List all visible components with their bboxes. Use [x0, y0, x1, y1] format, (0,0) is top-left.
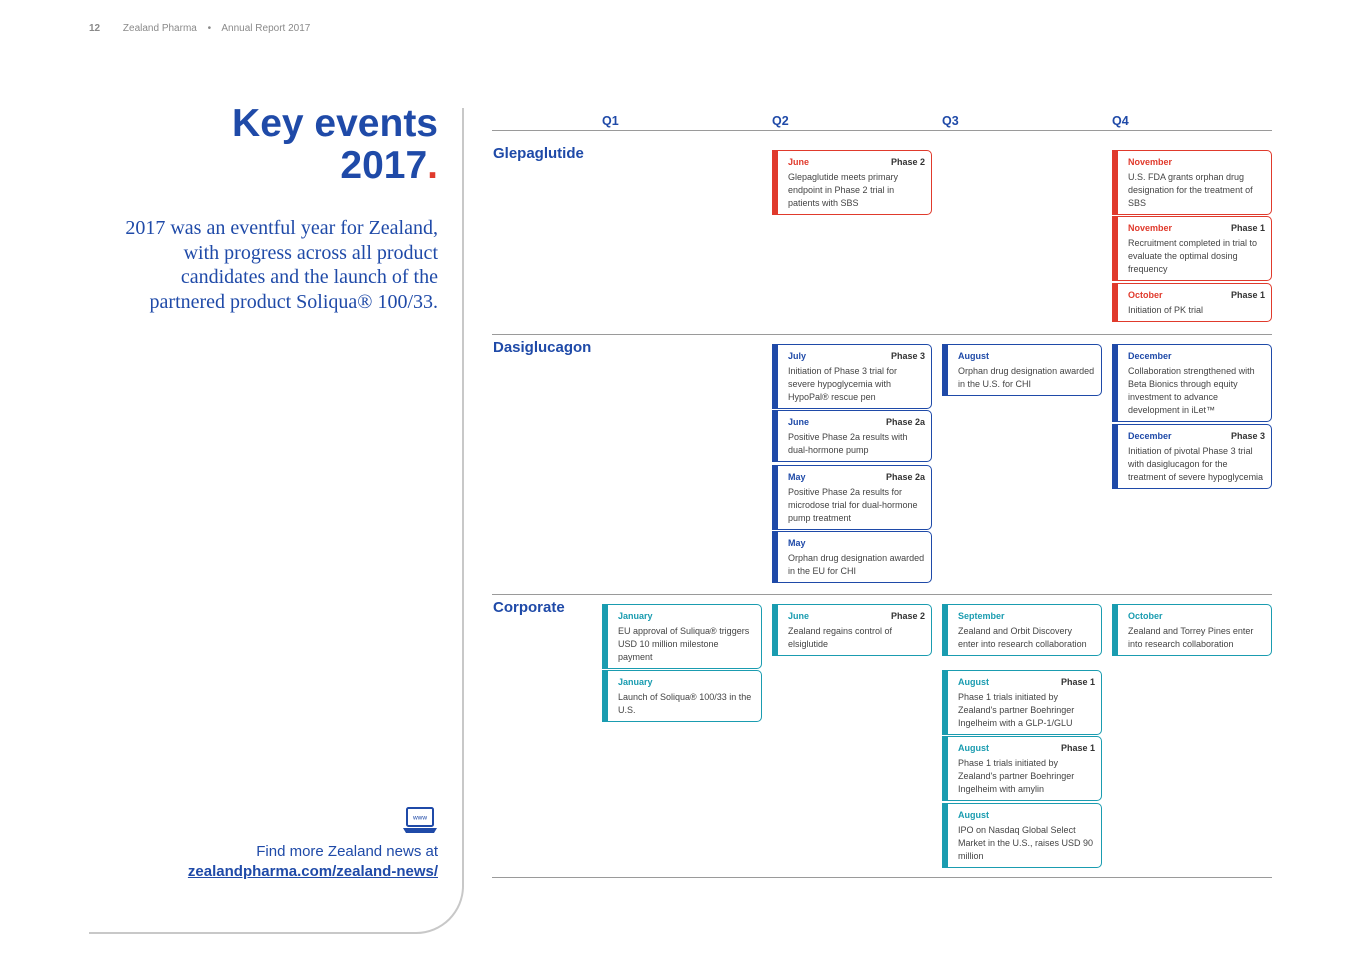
event-description: IPO on Nasdaq Global Select Market in the U.S., raises USD 90 million [958, 825, 1094, 861]
company-name: Zealand Pharma [122, 23, 197, 34]
event-description: Launch of Soliqua® 100/33 in the U.S. [618, 692, 752, 715]
event-month: May [788, 472, 806, 482]
event-description: Phase 1 trials initiated by Zealand's partner Boehringer Ingelheim with amylin [958, 758, 1075, 794]
page-number: 12 [89, 23, 101, 34]
event-description: Zealand and Orbit Discovery enter into research collaboration [958, 626, 1087, 649]
event-description: Orphan drug designation awarded in the EU for CHI [788, 553, 925, 576]
section-divider [492, 334, 1272, 335]
event-month: January [618, 677, 653, 687]
event-month: November [1128, 157, 1173, 167]
quarter-header-q1: Q1 [602, 114, 619, 128]
event-phase: Phase 2 [890, 157, 925, 167]
event-phase: Phase 1 [1230, 223, 1265, 233]
event-card [772, 344, 932, 409]
section-divider [492, 594, 1272, 595]
title-line-2: 2017. [340, 144, 438, 187]
event-card [772, 465, 932, 530]
event-phase: Phase 1 [1060, 677, 1095, 687]
event-description: U.S. FDA grants orphan drug designation for the treatment of SBS [1128, 172, 1253, 208]
event-description: Initiation of Phase 3 trial for severe hypoglycemia with HypoPal® rescue pen [788, 366, 898, 402]
section-title-glepaglutide: Glepaglutide [493, 145, 584, 162]
event-description: EU approval of Suliqua® triggers USD 10 million milestone payment [618, 626, 750, 662]
event-description: Positive Phase 2a results for microdose trial for dual-hormone pump treatment [788, 487, 918, 523]
event-month: August [958, 810, 989, 820]
event-month: December [1128, 431, 1172, 441]
find-more-text: Find more Zealand news at [256, 843, 438, 860]
event-phase: Phase 2a [885, 417, 925, 427]
event-card [942, 736, 1102, 801]
event-card [942, 670, 1102, 735]
event-card [1112, 283, 1272, 322]
event-card [1112, 424, 1272, 489]
event-card [1112, 216, 1272, 281]
event-month: December [1128, 351, 1172, 361]
event-description: Positive Phase 2a results with dual-hormone pump [788, 432, 908, 455]
event-card [772, 604, 932, 656]
title-line-1: Key events [232, 102, 438, 145]
event-phase: Phase 2 [890, 611, 925, 621]
event-month: September [958, 611, 1005, 621]
www-icon-text: www [412, 814, 428, 822]
event-description: Glepaglutide meets primary endpoint in Phase 2 trial in patients with SBS [788, 172, 899, 208]
event-card [942, 344, 1102, 396]
section-divider [492, 130, 1272, 131]
page-header [89, 23, 310, 34]
event-month: July [788, 351, 807, 361]
event-month: November [1128, 223, 1173, 233]
event-month: October [1128, 611, 1163, 621]
event-month: August [958, 677, 989, 687]
event-description: Phase 1 trials initiated by Zealand's partner Boehringer Ingelheim with a GLP-1/GLU [958, 692, 1075, 728]
event-month: January [618, 611, 653, 621]
section-title-corporate: Corporate [493, 599, 565, 616]
event-description: Zealand and Torrey Pines enter into research collaboration [1128, 626, 1254, 649]
event-description: Recruitment completed in trial to evaluate the optimal dosing frequency [1128, 238, 1258, 274]
event-card [602, 670, 762, 722]
quarter-header-q2: Q2 [772, 114, 789, 128]
event-phase: Phase 2a [885, 472, 925, 482]
event-month: June [788, 417, 810, 427]
news-link[interactable]: zealandpharma.com/zealand-news/ [187, 863, 438, 880]
event-month: May [788, 538, 806, 548]
event-description: Orphan drug designation awarded in the U.S. for CHI [958, 366, 1095, 389]
event-card [1112, 604, 1272, 656]
intro-text: 2017 was an eventful year for Zealand, with progress across all product candidates and the launch of the partnered product Soliqua® 100/33. [125, 217, 438, 313]
event-card [602, 604, 762, 669]
event-card [772, 531, 932, 583]
event-month: August [958, 351, 989, 361]
event-month: June [788, 611, 810, 621]
title-dot: . [427, 144, 438, 187]
event-month: June [788, 157, 810, 167]
section-title-dasiglucagon: Dasiglucagon [493, 339, 592, 356]
event-description: Initiation of PK trial [1128, 305, 1204, 315]
report-name: Annual Report 2017 [221, 23, 311, 34]
event-card [772, 410, 932, 462]
quarter-header-q3: Q3 [942, 114, 959, 128]
quarter-header-q4: Q4 [1112, 114, 1129, 128]
event-month: August [958, 743, 989, 753]
event-card [942, 604, 1102, 656]
www-laptop-icon [402, 806, 438, 836]
page-title [232, 103, 438, 187]
find-more [188, 842, 438, 882]
event-description: Collaboration strengthened with Beta Bionics through equity investment to advance development in iLet™ [1128, 366, 1255, 415]
event-card [1112, 344, 1272, 422]
event-phase: Phase 3 [1230, 431, 1265, 441]
event-phase: Phase 1 [1060, 743, 1095, 753]
events-timeline [492, 0, 1272, 960]
event-card [772, 150, 932, 215]
event-card [942, 803, 1102, 868]
event-description: Initiation of pivotal Phase 3 trial with dasiglucagon for the treatment of severe hypoglycemia [1128, 446, 1264, 482]
event-phase: Phase 1 [1230, 290, 1265, 300]
event-month: October [1128, 290, 1163, 300]
event-phase: Phase 3 [890, 351, 925, 361]
timeline-bottom-line [492, 877, 1272, 878]
event-description: Zealand regains control of elsiglutide [788, 626, 893, 649]
event-card [1112, 150, 1272, 215]
header-separator: • [207, 23, 212, 34]
